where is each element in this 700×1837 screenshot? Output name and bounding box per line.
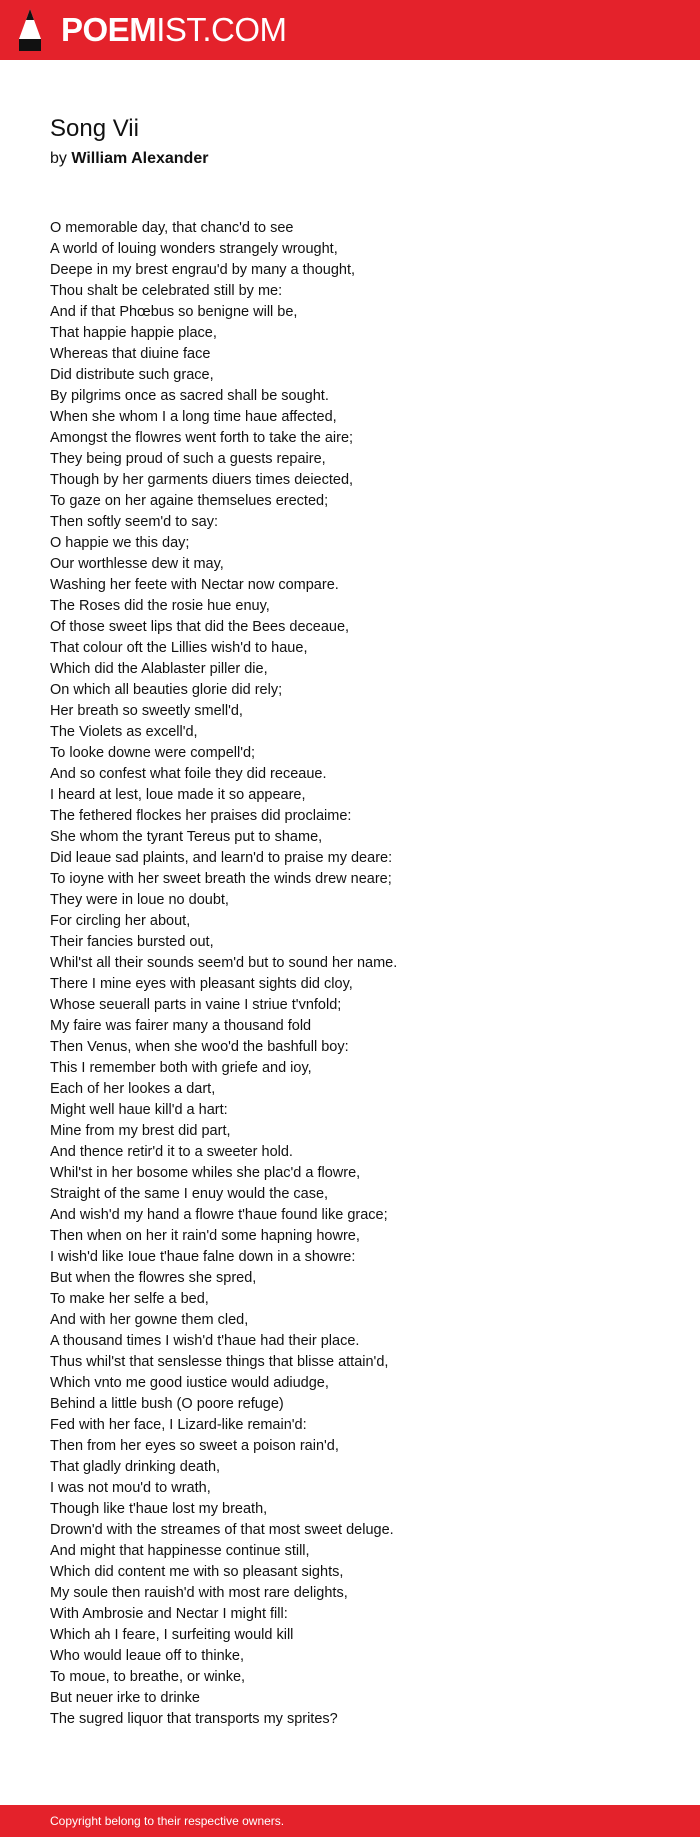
poem-line: The Roses did the rosie hue enuy, [50, 598, 270, 614]
poem-line: And wish'd my hand a flowre t'haue found like grace; [50, 1207, 388, 1223]
poem-line: For circling her about, [50, 913, 191, 929]
site-logo[interactable] [61, 11, 287, 49]
poem-line: To gaze on her againe themselues erected; [50, 493, 329, 509]
poem-line: Amongst the flowres went forth to take the aire; [50, 430, 354, 446]
poem-line: Then when on her it rain'd some hapning howre, [50, 1228, 360, 1244]
poem-line: That gladly drinking death, [50, 1459, 221, 1475]
poem-line: O happie we this day; [50, 535, 190, 551]
poem-line: Her breath so sweetly smell'd, [50, 703, 243, 719]
poem-line: Then softly seem'd to say: [50, 514, 218, 530]
poem-line: And with her gowne them cled, [50, 1312, 249, 1328]
poem-line: By pilgrims once as sacred shall be sought. [50, 388, 329, 404]
poem-line: There I mine eyes with pleasant sights did cloy, [50, 976, 353, 992]
poem-line: Then Venus, when she woo'd the bashfull boy: [50, 1039, 349, 1055]
poem-line: Their fancies bursted out, [50, 934, 214, 950]
poem-line: Of those sweet lips that did the Bees deceaue, [50, 619, 350, 635]
poem-line: Our worthlesse dew it may, [50, 556, 224, 572]
poem-line: And so confest what foile they did receaue. [50, 766, 327, 782]
poem-line: I was not mou'd to wrath, [50, 1480, 211, 1496]
poem-line: I wish'd like Ioue t'haue falne down in a showre: [50, 1249, 356, 1265]
poem-line: Though like t'haue lost my breath, [50, 1501, 268, 1517]
poem-line: Did leaue sad plaints, and learn'd to praise my deare: [50, 850, 393, 866]
poem-line: But when the flowres she spred, [50, 1270, 257, 1286]
poem-line: Mine from my brest did part, [50, 1123, 231, 1139]
poem-line: This I remember both with griefe and ioy, [50, 1060, 312, 1076]
poem-line: Each of her lookes a dart, [50, 1081, 216, 1097]
poem-line: O memorable day, that chanc'd to see [50, 220, 294, 236]
poem-line: A thousand times I wish'd t'haue had their place. [50, 1333, 360, 1349]
poem-line: Though by her garments diuers times deiected, [50, 472, 354, 488]
poem-line: Whereas that diuine face [50, 346, 211, 362]
site-footer [0, 1805, 700, 1837]
poem-line: Thou shalt be celebrated still by me: [50, 283, 283, 299]
pencil-tip-icon[interactable] [18, 9, 42, 51]
poem-line: Deepe in my brest engrau'd by many a thought, [50, 262, 356, 278]
poem-line: To make her selfe a bed, [50, 1291, 209, 1307]
logo-bold-text: POEM [61, 11, 157, 48]
poem-line: Which did content me with so pleasant sights, [50, 1564, 344, 1580]
poem-line: She whom the tyrant Tereus put to shame, [50, 829, 323, 845]
poem-line: Then from her eyes so sweet a poison rain'd, [50, 1438, 339, 1454]
poem-line: Which did the Alablaster piller die, [50, 661, 268, 677]
poem-line: To moue, to breathe, or winke, [50, 1669, 246, 1685]
poem-line: Straight of the same I enuy would the case, [50, 1186, 329, 1202]
poem-line: My faire was fairer many a thousand fold [50, 1018, 312, 1034]
poem-line: Might well haue kill'd a hart: [50, 1102, 228, 1118]
poem-line: Fed with her face, I Lizard-like remain'd: [50, 1417, 307, 1433]
poem-line: That colour oft the Lillies wish'd to haue, [50, 640, 308, 656]
poem-line: My soule then rauish'd with most rare delights, [50, 1585, 348, 1601]
poem-line: They being proud of such a guests repaire, [50, 451, 326, 467]
poem-line: That happie happie place, [50, 325, 217, 341]
poem-line: They were in loue no doubt, [50, 892, 229, 908]
poem-line: Whil'st all their sounds seem'd but to sound her name. [50, 955, 398, 971]
poem-line: With Ambrosie and Nectar I might fill: [50, 1606, 288, 1622]
poem-line: On which all beauties glorie did rely; [50, 682, 283, 698]
poem-line: And if that Phœbus so benigne will be, [50, 304, 298, 320]
poem-line: The fethered flockes her praises did proclaime: [50, 808, 352, 824]
poem-line: Which ah I feare, I surfeiting would kill [50, 1627, 294, 1643]
author-name: William Alexander [71, 150, 209, 167]
poem-line: A world of louing wonders strangely wrought, [50, 241, 338, 257]
poem-line: Did distribute such grace, [50, 367, 214, 383]
byline [50, 148, 208, 170]
poem-line: Drown'd with the streames of that most sweet deluge. [50, 1522, 394, 1538]
poem-line: The sugred liquor that transports my sprites? [50, 1711, 338, 1727]
poem-line: To ioyne with her sweet breath the winds drew neare; [50, 871, 392, 887]
poem-line: And thence retir'd it to a sweeter hold. [50, 1144, 293, 1160]
poem-line: Washing her feete with Nectar now compare. [50, 577, 339, 593]
poem-line: Behind a little bush (O poore refuge) [50, 1396, 284, 1412]
poem-line: To looke downe were compell'd; [50, 745, 256, 761]
poem-line: I heard at lest, loue made it so appeare, [50, 787, 306, 803]
poem-line: The Violets as excell'd, [50, 724, 198, 740]
poem-line: And might that happinesse continue still, [50, 1543, 310, 1559]
poem-body [50, 218, 397, 1730]
poem-line: When she whom I a long time haue affected, [50, 409, 337, 425]
poem-title: Song Vii [50, 115, 139, 142]
site-header [0, 0, 700, 60]
poem-line: But neuer irke to drinke [50, 1690, 200, 1706]
poem-line: Who would leaue off to thinke, [50, 1648, 244, 1664]
byline-prefix: by [50, 150, 67, 167]
poem-line: Thus whil'st that senslesse things that blisse attain'd, [50, 1354, 389, 1370]
poem-line: Whose seuerall parts in vaine I striue t'vnfold; [50, 997, 342, 1013]
copyright-text: Copyright belong to their respective owners. [50, 1814, 285, 1828]
poem-line: Which vnto me good iustice would adiudge, [50, 1375, 329, 1391]
logo-light-text: IST.COM [156, 11, 287, 48]
poem-line: Whil'st in her bosome whiles she plac'd a flowre, [50, 1165, 361, 1181]
